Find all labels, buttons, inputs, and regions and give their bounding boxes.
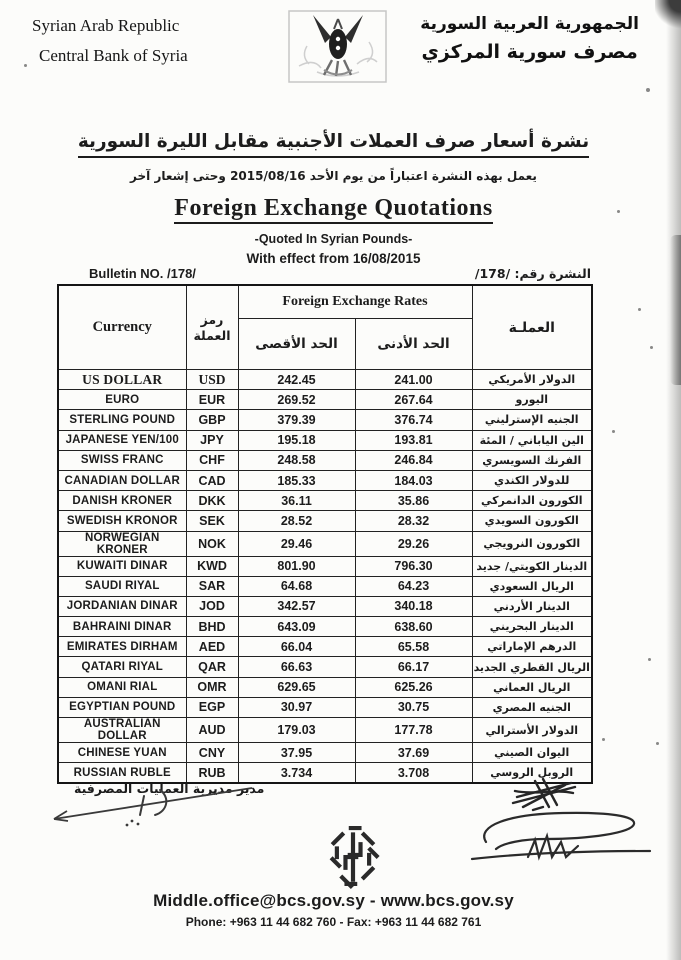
bulletin-title-arabic-text: نشرة أسعار صرف العملات الأجنبية مقابل الليرة السورية — [78, 131, 589, 158]
scan-smear — [670, 235, 681, 385]
table-row — [58, 657, 592, 677]
cell-name: EMIRATES DIRHAM — [58, 637, 186, 657]
cell-max: 379.39 — [238, 410, 355, 430]
cell-max: 629.65 — [238, 677, 355, 697]
code-header-line2: العملة — [193, 327, 231, 343]
cell-min: 193.81 — [355, 430, 472, 450]
cell-name: EGYPTIAN POUND — [58, 697, 186, 717]
cell-name: US DOLLAR — [58, 370, 186, 390]
cell-code: DKK — [186, 491, 238, 511]
cell-max: 248.58 — [238, 450, 355, 470]
cell-name: DANISH KRONER — [58, 491, 186, 511]
director-title: مدير مديرية العمليات المصرفية — [74, 781, 265, 796]
cell-max: 242.45 — [238, 370, 355, 390]
cell-code: RUB — [186, 763, 238, 784]
cell-name: SWISS FRANC — [58, 450, 186, 470]
cell-max: 179.03 — [238, 718, 355, 743]
table-row — [58, 511, 592, 531]
cell-name: RUSSIAN RUBLE — [58, 763, 186, 784]
cell-min: 638.60 — [355, 617, 472, 637]
contact-line: Middle.office@bcs.gov.sy - www.bcs.gov.sy — [153, 891, 514, 910]
page-title — [0, 195, 667, 222]
cell-code: CAD — [186, 470, 238, 490]
cell-min: 29.26 — [355, 531, 472, 556]
cell-max: 37.95 — [238, 743, 355, 763]
cell-code: KWD — [186, 556, 238, 576]
table-row — [58, 596, 592, 616]
cell-code: AUD — [186, 718, 238, 743]
cell-min: 246.84 — [355, 450, 472, 470]
cell-name: EURO — [58, 390, 186, 410]
cell-ar: اليورو — [472, 390, 592, 410]
org-country-ar: الجمهورية العربية السورية — [420, 14, 639, 34]
scan-speck — [650, 346, 653, 349]
cell-name: KUWAITI DINAR — [58, 556, 186, 576]
table-row — [58, 743, 592, 763]
cell-max: 36.11 — [238, 491, 355, 511]
cell-name: QATARI RIYAL — [58, 657, 186, 677]
cell-max: 30.97 — [238, 697, 355, 717]
cell-code: EUR — [186, 390, 238, 410]
rates-table-body — [58, 370, 592, 784]
cell-max: 801.90 — [238, 556, 355, 576]
cell-code: JPY — [186, 430, 238, 450]
cell-min: 65.58 — [355, 637, 472, 657]
cell-name: AUSTRALIAN DOLLAR — [58, 718, 186, 743]
bulletin-number-row — [57, 266, 591, 281]
effective-date-line: With effect from 16/08/2015 — [246, 251, 421, 266]
cell-name: SWEDISH KRONOR — [58, 511, 186, 531]
phone-fax-line: Phone: +963 11 44 682 760 - Fax: +963 11 44 682 761 — [185, 915, 482, 929]
cell-ar: الجنيه المصري — [472, 697, 592, 717]
cell-code: GBP — [186, 410, 238, 430]
table-row — [58, 576, 592, 596]
col-header-min-limit: الحد الأدنى — [355, 319, 472, 370]
cell-ar: الريال العماني — [472, 677, 592, 697]
cell-min: 796.30 — [355, 556, 472, 576]
cell-max: 342.57 — [238, 596, 355, 616]
table-row — [58, 531, 592, 556]
syrian-eagle-emblem-icon — [287, 6, 389, 92]
handwritten-arrow-icon — [40, 779, 260, 831]
cell-max: 3.734 — [238, 763, 355, 784]
org-name-arabic — [420, 14, 639, 63]
cell-min: 64.23 — [355, 576, 472, 596]
scan-speck — [602, 738, 605, 741]
col-header-rates-group: Foreign Exchange Rates — [238, 285, 472, 319]
cell-name: STERLING POUND — [58, 410, 186, 430]
cell-min: 30.75 — [355, 697, 472, 717]
cell-min: 66.17 — [355, 657, 472, 677]
signature-icon — [466, 806, 656, 870]
cell-ar: الجنيه الإسترليني — [472, 410, 592, 430]
cell-code: QAR — [186, 657, 238, 677]
bulletin-title-arabic — [0, 131, 667, 152]
scan-speck — [656, 742, 659, 745]
cell-max: 29.46 — [238, 531, 355, 556]
cell-ar: الين الياباني / المئة — [472, 430, 592, 450]
org-country-en: Syrian Arab Republic — [32, 16, 180, 35]
cell-code: NOK — [186, 531, 238, 556]
org-bank-ar: مصرف سورية المركزي — [421, 41, 638, 63]
org-name-english — [32, 16, 188, 66]
cell-min: 28.32 — [355, 511, 472, 531]
bulletin-number-en: Bulletin NO. /178/ — [89, 266, 196, 281]
scan-speck — [638, 308, 641, 311]
cell-name: SAUDI RIYAL — [58, 576, 186, 596]
table-row — [58, 470, 592, 490]
bulletin-number-ar: النشرة رقم: /178/ — [474, 266, 591, 281]
scan-edge-shadow — [666, 0, 681, 960]
cell-ar: الروبل الروسي — [472, 763, 592, 784]
table-row — [58, 450, 592, 470]
page-corner-curl — [655, 0, 681, 30]
table-header-row-1 — [58, 285, 592, 319]
cell-max: 195.18 — [238, 430, 355, 450]
table-row — [58, 491, 592, 511]
cell-name: BAHRAINI DINAR — [58, 617, 186, 637]
col-header-max-limit: الحد الأقصى — [238, 319, 355, 370]
page-title-text: Foreign Exchange Quotations — [174, 195, 492, 224]
cell-ar: الدينار الكويتي/ جديد — [472, 556, 592, 576]
cell-name: JAPANESE YEN/100 — [58, 430, 186, 450]
cell-ar: الكورون النرويجي — [472, 531, 592, 556]
cell-code: OMR — [186, 677, 238, 697]
cell-code: SEK — [186, 511, 238, 531]
kufic-stamp-icon — [315, 816, 391, 896]
cell-ar: الدرهم الإماراتي — [472, 637, 592, 657]
cell-ar: الدينار الأردني — [472, 596, 592, 616]
table-row — [58, 637, 592, 657]
scan-speck — [648, 658, 651, 661]
col-header-currency: Currency — [58, 285, 186, 370]
scan-speck — [24, 64, 27, 67]
cell-ar: الدولار الأمريكي — [472, 370, 592, 390]
scan-speck — [646, 88, 650, 92]
cell-name: OMANI RIAL — [58, 677, 186, 697]
cell-min: 37.69 — [355, 743, 472, 763]
org-bank-en: Central Bank of Syria — [39, 46, 188, 65]
cell-max: 64.68 — [238, 576, 355, 596]
scan-speck — [612, 430, 615, 433]
cell-ar: الدولار الأسترالي — [472, 718, 592, 743]
table-row — [58, 430, 592, 450]
table-row — [58, 410, 592, 430]
cell-ar: الكورون الدانمركي — [472, 491, 592, 511]
cell-ar: الفرنك السويسري — [472, 450, 592, 470]
code-header-line1: رمز — [200, 311, 224, 327]
cell-code: AED — [186, 637, 238, 657]
table-row — [58, 718, 592, 743]
cell-ar: الريال السعودي — [472, 576, 592, 596]
cell-name: CANADIAN DOLLAR — [58, 470, 186, 490]
cell-min: 184.03 — [355, 470, 472, 490]
cell-min: 177.78 — [355, 718, 472, 743]
cell-max: 643.09 — [238, 617, 355, 637]
cell-ar: الدينار البحريني — [472, 617, 592, 637]
cell-min: 3.708 — [355, 763, 472, 784]
cell-max: 269.52 — [238, 390, 355, 410]
cell-min: 267.64 — [355, 390, 472, 410]
table-row — [58, 370, 592, 390]
exchange-rates-table — [57, 284, 593, 784]
cell-max: 66.04 — [238, 637, 355, 657]
cell-code: EGP — [186, 697, 238, 717]
col-header-currency-arabic: العملـة — [472, 285, 592, 370]
cell-code: CHF — [186, 450, 238, 470]
table-row — [58, 677, 592, 697]
quoted-in-line: -Quoted In Syrian Pounds- — [254, 232, 413, 246]
cell-min: 625.26 — [355, 677, 472, 697]
cell-code: SAR — [186, 576, 238, 596]
cell-min: 340.18 — [355, 596, 472, 616]
cell-code: JOD — [186, 596, 238, 616]
cell-min: 35.86 — [355, 491, 472, 511]
cell-ar: اليوان الصيني — [472, 743, 592, 763]
cell-ar: للدولار الكندي — [472, 470, 592, 490]
col-header-currency-code — [186, 285, 238, 370]
table-row — [58, 697, 592, 717]
table-row — [58, 390, 592, 410]
table-row — [58, 617, 592, 637]
cell-code: USD — [186, 370, 238, 390]
table-row — [58, 556, 592, 576]
cell-code: BHD — [186, 617, 238, 637]
cell-code: CNY — [186, 743, 238, 763]
cell-max: 185.33 — [238, 470, 355, 490]
scan-speck — [617, 210, 620, 213]
bulletin-subtitle-arabic: يعمل بهذه النشرة اعتباراً من يوم الأحد 2015/08/16 وحتى إشعار آخر — [130, 169, 537, 183]
cell-ar: الكورون السويدي — [472, 511, 592, 531]
cell-min: 241.00 — [355, 370, 472, 390]
cell-min: 376.74 — [355, 410, 472, 430]
cell-name: CHINESE YUAN — [58, 743, 186, 763]
cell-max: 28.52 — [238, 511, 355, 531]
cell-name: NORWEGIAN KRONER — [58, 531, 186, 556]
cell-ar: الريال القطري الجديد — [472, 657, 592, 677]
cell-name: JORDANIAN DINAR — [58, 596, 186, 616]
cell-max: 66.63 — [238, 657, 355, 677]
